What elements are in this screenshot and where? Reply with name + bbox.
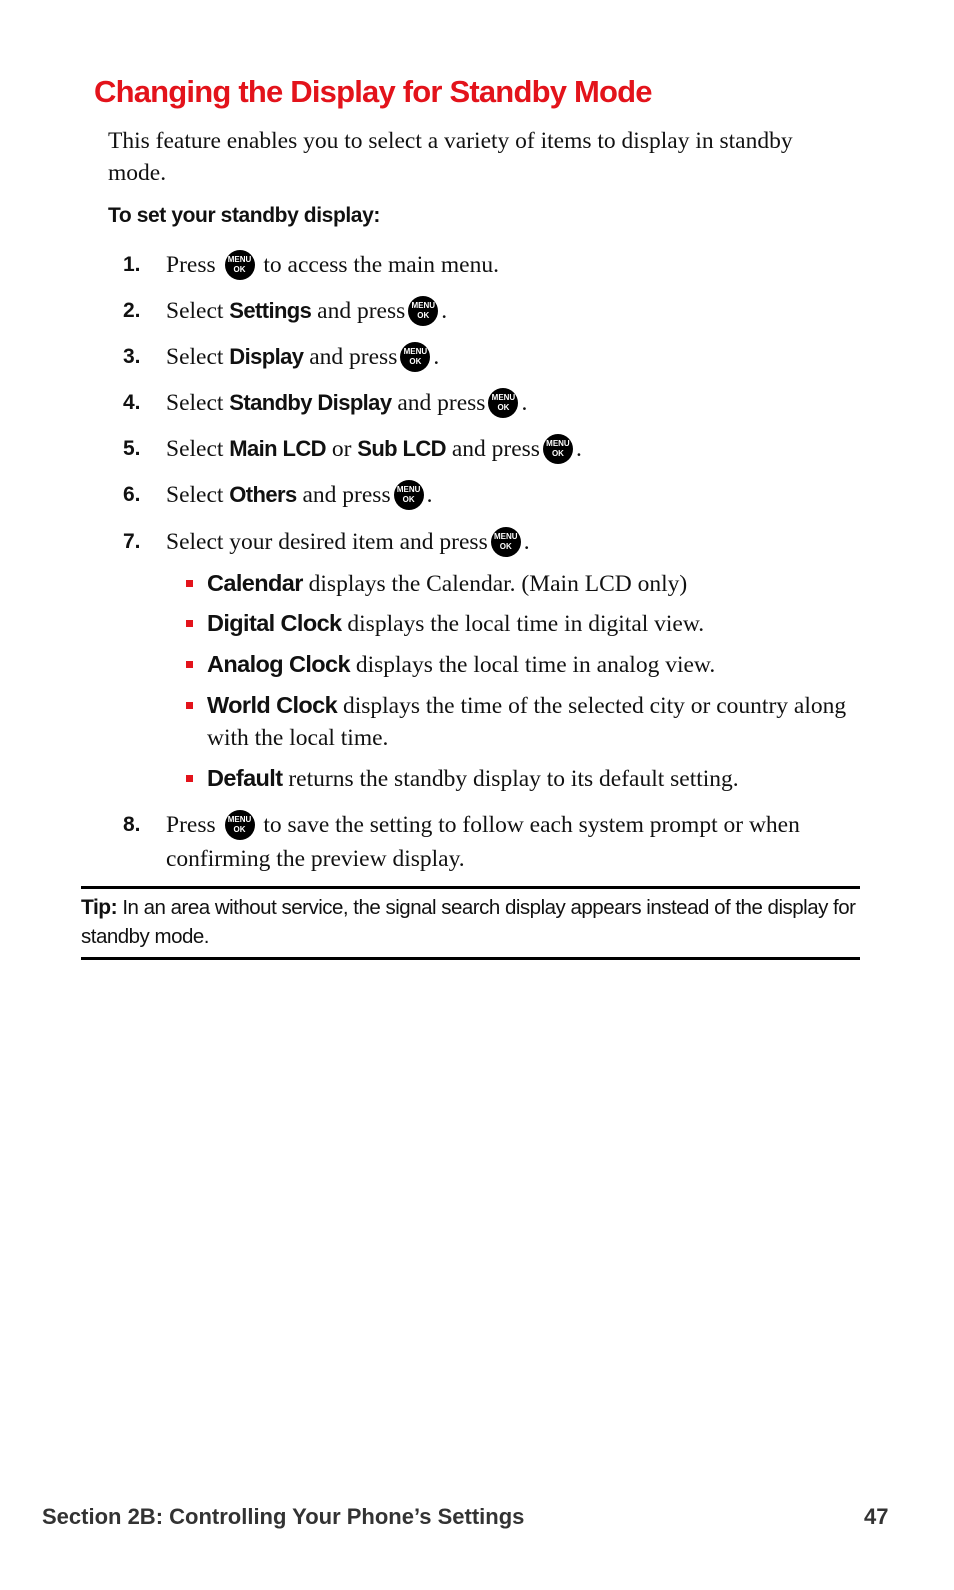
step-number: 6. bbox=[123, 483, 141, 506]
menu-item-name: Main LCD bbox=[229, 436, 326, 461]
option-name: Analog Clock bbox=[207, 651, 350, 677]
intro-paragraph: This feature enables you to select a variety of items to display in standby mode. bbox=[108, 128, 793, 186]
menu-ok-key-icon: MENU OK bbox=[491, 527, 521, 557]
option-description: returns the standby display to its default setting. bbox=[288, 766, 739, 792]
menu-ok-key-icon: MENU OK bbox=[225, 250, 255, 280]
step-number: 4. bbox=[123, 391, 141, 414]
step-text-part: to save the setting to follow each system prompt or when confirming the preview display. bbox=[166, 812, 800, 872]
tip-rule-top bbox=[81, 886, 860, 889]
step-text-part: Select bbox=[166, 390, 224, 416]
step-text-part: Select bbox=[166, 344, 224, 370]
menu-ok-key-icon: MENU OK bbox=[543, 434, 573, 464]
procedure-heading: To set your standby display: bbox=[108, 204, 380, 227]
menu-ok-key-icon: MENU OK bbox=[408, 296, 438, 326]
option-name: Calendar bbox=[207, 570, 303, 596]
step-text-part: and press bbox=[317, 298, 406, 324]
menu-ok-key-icon: MENU OK bbox=[488, 388, 518, 418]
tip-label: Tip: bbox=[81, 896, 118, 919]
step-number: 5. bbox=[123, 437, 141, 460]
page-title: Changing the Display for Standby Mode bbox=[94, 74, 652, 109]
step-text: Select your desired item and press MENU OK . bbox=[166, 525, 856, 559]
bullet-square-icon bbox=[186, 702, 193, 709]
bullet-square-icon bbox=[186, 580, 193, 587]
option-description: displays the local time in digital view. bbox=[347, 611, 705, 637]
option-description: displays the time of the selected city or country along with the local time. bbox=[207, 693, 847, 751]
step-text: Select Display and press MENU OK . bbox=[166, 340, 856, 374]
menu-item-name: Standby Display bbox=[229, 390, 392, 415]
tip-text: In an area without service, the signal search display appears instead of the display for standby mode. bbox=[81, 896, 856, 948]
menu-item-name: Sub LCD bbox=[357, 436, 446, 461]
page-number: 47 bbox=[864, 1504, 889, 1529]
option-name: World Clock bbox=[207, 692, 338, 718]
step-text-part: Select bbox=[166, 482, 224, 508]
step-text-part: Select bbox=[166, 298, 224, 324]
step-text bbox=[166, 808, 846, 876]
step-text bbox=[166, 248, 856, 282]
step-text: Select Settings and press MENU OK . bbox=[166, 294, 856, 328]
step-text-part: and press bbox=[309, 344, 398, 370]
step-number: 3. bbox=[123, 345, 141, 368]
step-text-part: Press bbox=[166, 812, 216, 838]
bullet-square-icon bbox=[186, 661, 193, 668]
step-text-part: and press bbox=[397, 390, 486, 416]
step-text: Select Others and press MENU OK . bbox=[166, 478, 856, 512]
option-name: Digital Clock bbox=[207, 610, 342, 636]
menu-ok-key-icon: MENU OK bbox=[394, 480, 424, 510]
menu-item-name: Settings bbox=[229, 298, 312, 323]
menu-ok-key-icon: MENU OK bbox=[225, 810, 255, 840]
option-name: Default bbox=[207, 765, 283, 791]
step-number: 2. bbox=[123, 299, 141, 322]
step-text-part: to access the main menu. bbox=[263, 252, 499, 278]
option-description: displays the local time in analog view. bbox=[355, 652, 716, 678]
bullet-square-icon bbox=[186, 775, 193, 782]
step-text-part: Select bbox=[166, 436, 224, 462]
step-number: 1. bbox=[123, 253, 141, 276]
step-number: 7. bbox=[123, 530, 141, 553]
footer-section-title: Section 2B: Controlling Your Phone’s Settings bbox=[42, 1504, 525, 1529]
bullet-square-icon bbox=[186, 620, 193, 627]
step-text-part: and press bbox=[451, 436, 540, 462]
menu-item-name: Display bbox=[229, 344, 304, 369]
tip-note bbox=[81, 893, 860, 951]
menu-ok-key-icon: MENU OK bbox=[400, 342, 430, 372]
menu-item-name: Others bbox=[229, 482, 297, 507]
step-text-part: and press bbox=[302, 482, 391, 508]
tip-rule-bottom bbox=[81, 957, 860, 960]
step-text-part: or bbox=[331, 436, 352, 462]
step-text: Select Main LCD or Sub LCD and press MENU OK . bbox=[166, 432, 856, 466]
step-text-part: Press bbox=[166, 252, 216, 278]
option-description: displays the Calendar. (Main LCD only) bbox=[308, 571, 688, 597]
step-text-part: Select your desired item and press bbox=[166, 529, 488, 555]
step-text: Select Standby Display and press MENU OK . bbox=[166, 386, 856, 420]
step-number: 8. bbox=[123, 813, 141, 836]
